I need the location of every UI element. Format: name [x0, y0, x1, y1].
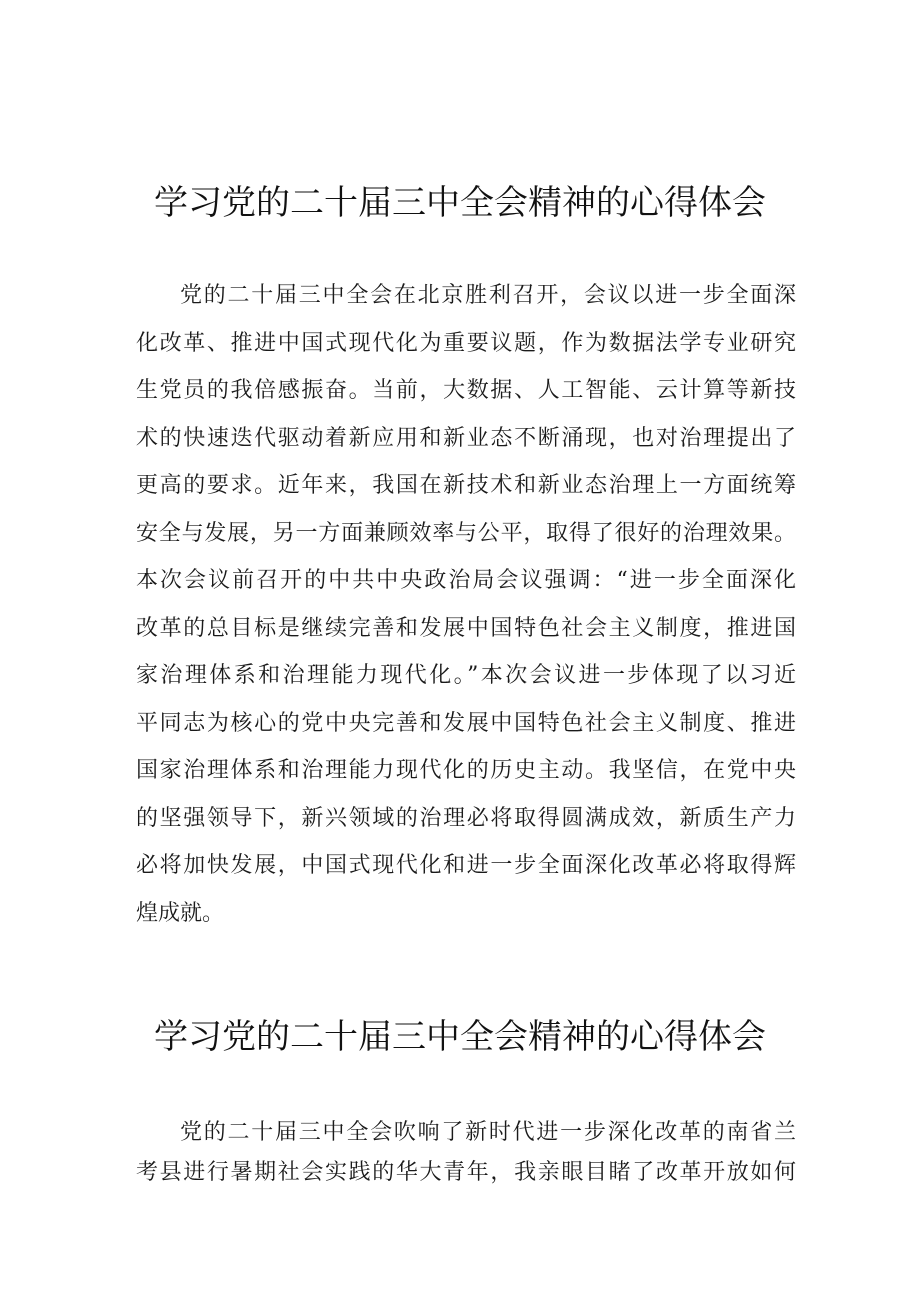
- paragraph-line: 党的二十届三中全会吹响了新时代进一步深化改革的南省兰: [180, 1120, 796, 1145]
- paragraph-line: 考县进行暑期社会实践的华大青年，我亲眼目睹了改革开放如何: [136, 1160, 796, 1185]
- paragraph-line: 生党员的我倍感振奋。当前，大数据、人工智能、云计算等新技: [136, 378, 796, 403]
- section-1-title: 学习党的二十届三中全会精神的心得体会: [154, 183, 766, 223]
- paragraph-line: 煌成就。: [136, 900, 225, 926]
- paragraph-line: 术的快速迭代驱动着新应用和新业态不断涌现，也对治理提出了: [136, 425, 796, 451]
- section-1-body: [136, 272, 796, 937]
- paragraph-line: 更高的要求。近年来，我国在新技术和新业态治理上一方面统筹: [136, 473, 796, 498]
- section-2-title: 学习党的二十届三中全会精神的心得体会: [154, 1017, 766, 1057]
- paragraph-line: 党的二十届三中全会在北京胜利召开，会议以进一步全面深: [180, 283, 796, 308]
- paragraph-line: 国家治理体系和治理能力现代化的历史主动。我坚信，在党中央: [136, 758, 796, 783]
- paragraph-line: 平同志为核心的党中央完善和发展中国特色社会主义制度、推进: [136, 710, 796, 736]
- paragraph-line: 化改革、推进中国式现代化为重要议题，作为数据法学专业研究: [136, 330, 796, 356]
- section-2-body: [136, 1113, 796, 1193]
- paragraph-line: 必将加快发展，中国式现代化和进一步全面深化改革必将取得辉: [136, 853, 796, 878]
- paragraph-line: 的坚强领导下，新兴领域的治理必将取得圆满成效，新质生产力: [136, 805, 796, 831]
- paragraph-line: 本次会议前召开的中共中央政治局会议强调：“进一步全面深化: [136, 568, 796, 593]
- paragraph-line: 家治理体系和治理能力现代化。”本次会议进一步体现了以习近: [136, 663, 796, 688]
- paragraph-line: 改革的总目标是继续完善和发展中国特色社会主义制度，推进国: [136, 615, 796, 641]
- paragraph-line: 安全与发展，另一方面兼顾效率与公平，取得了很好的治理效果。: [136, 520, 796, 546]
